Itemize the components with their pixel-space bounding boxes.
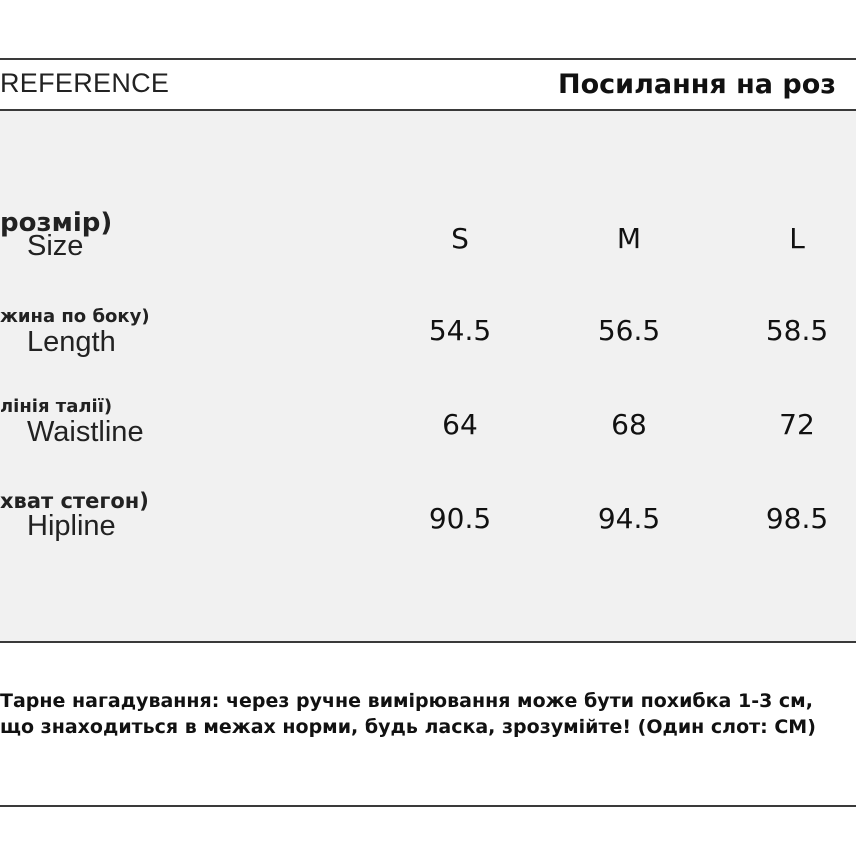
cell-hipline-l: 98.5 [765, 502, 829, 535]
column-header-l: L [789, 222, 805, 255]
row-label-hipline-en: Hipline [27, 510, 116, 542]
row-label-length-en: Length [27, 326, 116, 358]
cell-length-s: 54.5 [428, 314, 492, 347]
measurement-note: Тарне нагадування: через ручне вимірювання може бути похибка 1-3 см, що знаходиться в межах норми, будь ласка, зрозумійте! (Один слот: CM) [0, 690, 816, 738]
bottom-rule [0, 805, 856, 807]
cell-length-m: 56.5 [597, 314, 661, 347]
column-header-m: M [616, 222, 642, 255]
cell-hipline-m: 94.5 [597, 502, 661, 535]
row-label-size-en: Size [27, 230, 84, 262]
row-label-hipline-uk: хват стегон) [0, 489, 149, 513]
cell-waistline-m: 68 [611, 408, 647, 441]
cell-waistline-l: 72 [779, 408, 815, 441]
cell-length-l: 58.5 [765, 314, 829, 347]
column-header-s: S [451, 222, 469, 255]
top-rule [0, 58, 856, 60]
size-table [0, 111, 856, 641]
header-left-title: REFERENCE [0, 68, 170, 98]
row-label-waistline-uk: лінія талії) [0, 396, 113, 417]
header-right-title: Посилання на роз [558, 69, 836, 100]
cell-waistline-s: 64 [442, 408, 478, 441]
cell-hipline-s: 90.5 [428, 502, 492, 535]
row-label-length-uk: жина по боку) [0, 306, 150, 327]
row-label-size-uk: розмір) [0, 208, 113, 238]
row-label-waistline-en: Waistline [27, 416, 144, 448]
table-rule [0, 641, 856, 643]
